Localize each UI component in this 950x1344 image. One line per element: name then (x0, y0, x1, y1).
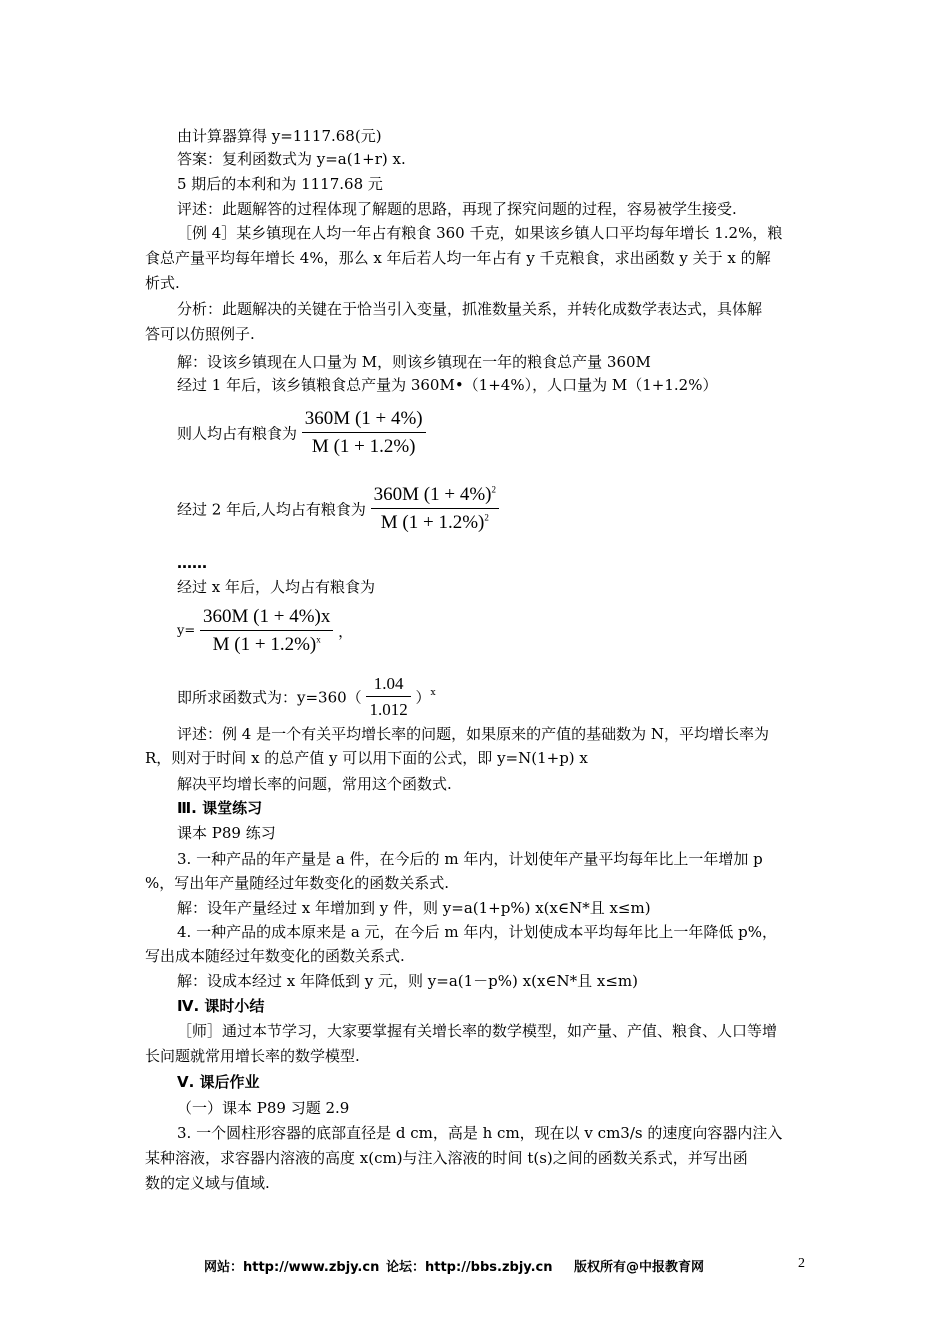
answer4: 解：设成本经过 x 年降低到 y 元，则 y=a(1－p%) x(x∈N*且 x≤m) (177, 972, 639, 990)
fraction-3 (200, 606, 333, 656)
year1-line: 经过 1 年后，该乡镇粮食总产量为 360M•（1+4%），人口量为 M（1+1.2%） (177, 376, 718, 394)
year-x-line: 经过 x 年后，人均占有粮食为 (177, 578, 375, 596)
formula-4: 即所求函数式为：y=360（ $\frac{1.04}{1.012}$ ）$^x$ (177, 674, 436, 719)
formula-1-label: 则人均占有粮食为 (177, 424, 298, 443)
sum-line: 5 期后的本利和为 1117.68 元 (177, 175, 383, 193)
solution-line: 解：设该乡镇现在人口量为 M，则该乡镇现在一年的粮食总产量 360M (177, 353, 651, 371)
summary-line1: ［师］通过本节学习，大家要掌握有关增长率的数学模型，如产量、产值、粮食、人口等增 (177, 1022, 778, 1040)
task3-line2: 某种溶液，求容器内溶液的高度 x(cm)与注入溶液的时间 t(s)之间的函数关系式，并写出函 (145, 1149, 748, 1167)
footer-forum-link[interactable]: 论坛：http://bbs.zbjy.cn (386, 1260, 553, 1275)
section-5-heading: Ⅴ. 课后作业 (177, 1073, 260, 1091)
fraction-4-numerator: 1.04 (366, 674, 410, 697)
fraction-2-denominator: M $(1 + 1.2\%)^2$ (380, 512, 489, 533)
page-number: 2 (798, 1256, 805, 1271)
analysis-line2: 答可以仿照例子. (145, 325, 255, 343)
fraction-2 (371, 484, 499, 534)
fraction-4 (366, 674, 410, 720)
formula-3: y= $\frac{360M (1 + 4\%)x}{M (1 + 1.2\%)^x}$ ， (177, 606, 354, 655)
answer3: 解：设年产量经过 x 年增加到 y 件，则 y=a(1+p%) x(x∈N*且 x≤m) (177, 899, 651, 917)
section-4-heading: Ⅳ. 课时小结 (177, 997, 265, 1015)
formula-2 (177, 484, 842, 534)
analysis-line1: 分析：此题解决的关键在于恰当引入变量，抓准数量关系，并转化成数学表达式，具体解 (177, 300, 763, 318)
example4-line2: 食总产量平均每年增长 4%，那么 x 年后若人均一年占有 y 千克粮食，求出函数 y 关于 x 的解 (145, 249, 771, 267)
fraction-3-numerator: 360M (1 + 4%)x (200, 606, 333, 631)
question3-line1: 3. 一种产品的年产量是 a 件，在今后的 m 年内，计划使年产量平均每年比上一年增加 p (177, 850, 763, 868)
review-line: 评述：此题解答的过程体现了解题的思路，再现了探究问题的过程，容易被学生接受. (177, 200, 737, 218)
ellipsis: …… (177, 554, 207, 572)
summary-line2: 长问题就常用增长率的数学模型. (145, 1047, 360, 1065)
fraction-1-numerator: 360M (1 + 4%) (302, 408, 426, 433)
example4-line1: ［例 4］某乡镇现在人均一年占有粮食 360 千克，如果该乡镇人口平均每年增长 1.2%，粮 (177, 224, 783, 242)
formula-2-label: 经过 2 年后,人均占有粮食为 (177, 500, 366, 519)
fraction-3-denominator: M $(1 + 1.2\%)^x$ (212, 634, 321, 655)
homework-line: （一）课本 P89 习题 2.9 (177, 1099, 350, 1117)
footer-copyright: 版权所有@中报教育网 (574, 1260, 705, 1275)
fraction-2-numerator: 360M $(1 + 4\%)^2$ (371, 484, 499, 509)
section-3-heading: Ⅲ. 课堂练习 (177, 799, 263, 817)
answer-line: 答案：复利函数式为 y=a(1+r) x. (177, 150, 406, 168)
fraction-1-denominator: M (1 + 1.2%) (311, 436, 416, 457)
review2-line3: 解决平均增长率的问题，常用这个函数式. (177, 775, 452, 793)
review2-line2: R，则对于时间 x 的总产值 y 可以用下面的公式，即 y=N(1+p) x (145, 749, 588, 767)
formula-1 (177, 408, 842, 458)
question4-line2: 写出成本随经过年数变化的函数关系式. (145, 947, 405, 965)
footer-site-link[interactable]: 网站：http://www.zbjy.cn (204, 1260, 380, 1275)
review2-line1: 评述：例 4 是一个有关平均增长率的问题，如果原来的产值的基础数为 N，平均增长率为 (177, 725, 769, 743)
question4-line1: 4. 一种产品的成本原来是 a 元，在今后 m 年内，计划使成本平均每年比上一年降低 p%， (177, 923, 777, 941)
example4-line3: 析式. (145, 274, 180, 292)
fraction-4-denominator: 1.012 (369, 700, 408, 719)
formula-4-label: 即所求函数式为：y=360（ (177, 688, 362, 707)
task3-line1: 3. 一个圆柱形容器的底部直径是 d cm，高是 h cm，现在以 v cm3/s 的速度向容器内注入 (177, 1124, 783, 1142)
task3-line3: 数的定义域与值域. (145, 1174, 270, 1192)
section-3-book: 课本 P89 练习 (177, 824, 276, 842)
question3-line2: %，写出年产量随经过年数变化的函数关系式. (145, 874, 450, 892)
calc-result-line: 由计算器算得 y=1117.68(元) (177, 127, 382, 145)
fraction-1 (302, 408, 426, 458)
